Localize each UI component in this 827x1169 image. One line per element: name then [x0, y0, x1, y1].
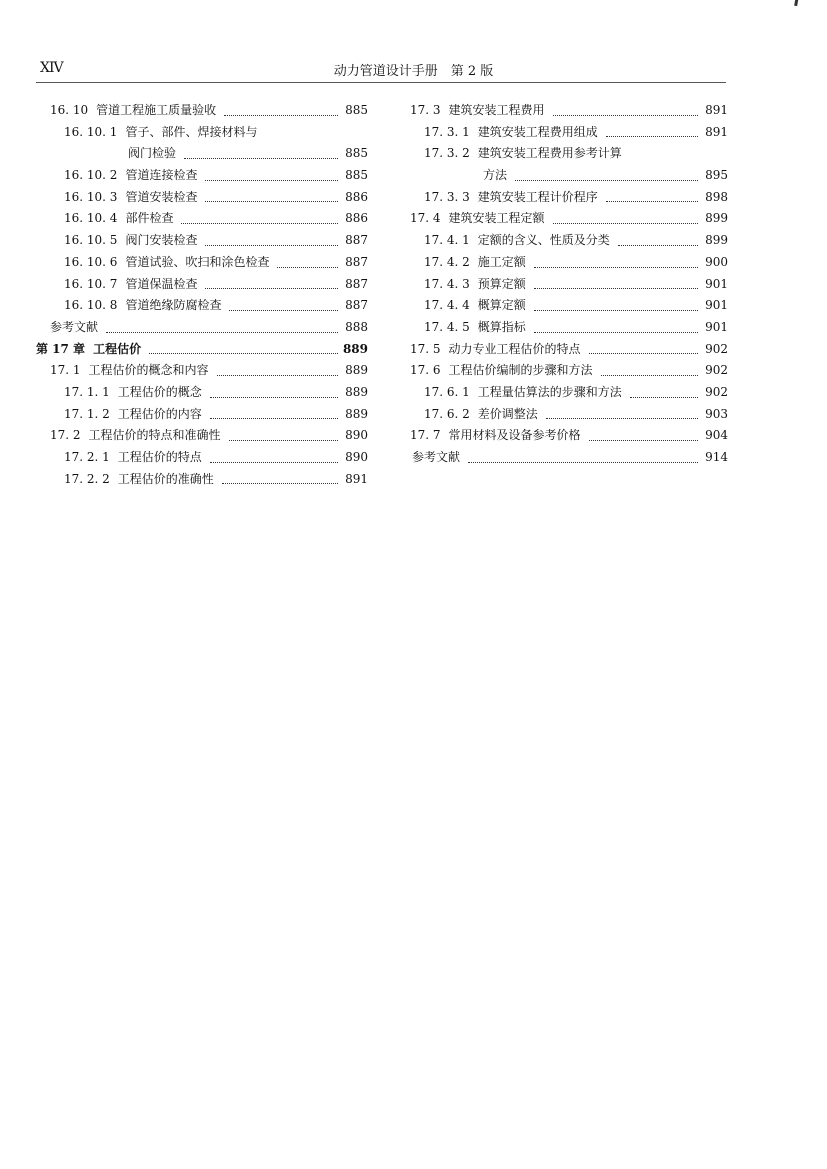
- dot-leader: [229, 440, 338, 441]
- toc-section-title: 建筑安装工程费用参考计算: [477, 146, 622, 161]
- toc-left-column: [36, 100, 368, 490]
- toc-entry[interactable]: [408, 360, 728, 382]
- dot-leader: [468, 462, 698, 463]
- toc-section-title: 定额的含义、性质及分类: [477, 233, 610, 248]
- toc-entry[interactable]: [36, 165, 368, 187]
- toc-section-title: 概算指标: [477, 319, 526, 334]
- toc-section-number: 17. 3. 1: [424, 124, 470, 139]
- dot-leader: [534, 332, 698, 333]
- toc-section-title: 差价调整法: [477, 406, 538, 421]
- dot-leader: [106, 332, 338, 333]
- toc-page-number: 902: [705, 363, 728, 378]
- toc-section-number: 17. 7: [410, 428, 441, 443]
- dot-leader: [601, 375, 698, 376]
- toc-entry[interactable]: [408, 274, 728, 296]
- toc-entry[interactable]: [36, 447, 368, 469]
- dot-leader: [210, 397, 338, 398]
- toc-section-number: 16. 10. 3: [64, 189, 118, 204]
- toc-entry[interactable]: [408, 187, 728, 209]
- toc-page-number: 903: [705, 406, 728, 421]
- toc-section-title: 工程估价的概念和内容: [88, 363, 209, 378]
- toc-section-title: 工程估价的内容: [117, 406, 202, 421]
- toc-section-number: 17. 4. 4: [424, 298, 470, 313]
- toc-section-number: 16. 10: [50, 103, 89, 117]
- dot-leader: [217, 375, 338, 376]
- toc-section-number: 17. 3. 3: [424, 189, 470, 204]
- toc-section-title: 建筑安装工程费用: [448, 103, 545, 117]
- toc-page-number: 891: [705, 103, 728, 117]
- toc-section-number: 17. 2. 2: [64, 471, 110, 486]
- toc-page-number: 886: [345, 211, 368, 226]
- toc-section-number: 17. 4. 2: [424, 254, 470, 269]
- toc-section-number: 16. 10. 1: [64, 124, 118, 139]
- dot-leader: [515, 180, 698, 181]
- toc-section-number: 16. 10. 5: [64, 233, 118, 248]
- toc-section-title: 参考文献: [50, 319, 99, 334]
- toc-entry[interactable]: [36, 274, 368, 296]
- toc-section-title: 预算定额: [477, 276, 526, 291]
- toc-page-number: 891: [345, 471, 368, 486]
- toc-page-number: 887: [345, 254, 368, 269]
- toc-entry[interactable]: [36, 425, 368, 447]
- dot-leader: [553, 115, 698, 116]
- toc-right-column: [408, 100, 728, 469]
- toc-page-number: 889: [345, 406, 368, 421]
- toc-section-title: 部件检查: [125, 211, 174, 226]
- toc-entry[interactable]: [36, 295, 368, 317]
- dot-leader: [184, 158, 338, 159]
- toc-section-title: 工程估价编制的步骤和方法: [448, 363, 593, 378]
- toc-section-title: 工程估价的特点: [117, 450, 202, 464]
- toc-entry[interactable]: [36, 382, 368, 404]
- book-title: 动力管道设计手册 第 2 版: [333, 64, 494, 79]
- dot-leader: [277, 267, 338, 268]
- dot-leader: [210, 418, 338, 419]
- toc-section-title: 阀门安装检查: [125, 233, 198, 248]
- toc-section-number: 17. 1. 2: [64, 406, 110, 421]
- toc-entry[interactable]: [36, 360, 368, 382]
- toc-section-title: 阀门检验: [128, 146, 177, 161]
- toc-entry[interactable]: [408, 295, 728, 317]
- toc-section-number: 17. 3: [410, 103, 441, 117]
- dot-leader: [205, 201, 338, 202]
- toc-section-number: 17. 3. 2: [424, 146, 470, 161]
- toc-entry[interactable]: [408, 143, 728, 165]
- toc-section-number: 17. 1. 1: [64, 384, 110, 399]
- scan-mark: [794, 0, 799, 6]
- toc-page-number: 887: [345, 233, 368, 248]
- toc-section-number: 17. 6. 2: [424, 406, 470, 421]
- toc-page-number: 885: [345, 103, 368, 117]
- toc-page-number: 901: [705, 276, 728, 291]
- dot-leader: [589, 353, 698, 354]
- dot-leader: [205, 180, 338, 181]
- dot-leader: [534, 310, 698, 311]
- toc-page-number: 899: [705, 211, 728, 226]
- dot-leader: [534, 267, 698, 268]
- toc-page-number: 902: [705, 384, 728, 399]
- toc-section-title: 方法: [483, 168, 508, 183]
- toc-section-title: 概算定额: [477, 298, 526, 313]
- dot-leader: [205, 245, 338, 246]
- toc-section-number: 16. 10. 6: [64, 254, 118, 269]
- toc-entry[interactable]: [36, 469, 368, 491]
- toc-section-title: 管道连接检查: [125, 168, 198, 183]
- toc-entry[interactable]: [408, 208, 728, 230]
- toc-section-number: 第 17 章: [36, 341, 86, 356]
- toc-entry[interactable]: [408, 100, 728, 122]
- toc-section-title: 管道试验、吹扫和涂色检查: [125, 254, 270, 269]
- toc-section-title: 建筑安装工程定额: [448, 211, 545, 226]
- toc-page-number: 901: [705, 319, 728, 334]
- toc-entry[interactable]: [36, 230, 368, 252]
- toc-entry[interactable]: [36, 187, 368, 209]
- toc-section-title: 参考文献: [412, 450, 461, 464]
- toc-entry[interactable]: [408, 404, 728, 426]
- dot-leader: [229, 310, 338, 311]
- toc-section-title: 工程估价: [93, 341, 142, 356]
- toc-page-number: 904: [705, 428, 728, 443]
- toc-section-title: 管道绝缘防腐检查: [125, 298, 222, 313]
- toc-entry[interactable]: [408, 339, 728, 361]
- dot-leader: [149, 353, 338, 354]
- dot-leader: [205, 288, 338, 289]
- toc-section-title: 工程量估算法的步骤和方法: [477, 384, 622, 399]
- toc-page-number: 885: [345, 146, 368, 161]
- toc-page-number: 887: [345, 298, 368, 313]
- toc-section-number: 16. 10. 8: [64, 298, 118, 313]
- toc-entry[interactable]: [408, 425, 728, 447]
- toc-page-number: 889: [345, 363, 368, 378]
- toc-page-number: 887: [345, 276, 368, 291]
- toc-page-number: 900: [705, 254, 728, 269]
- toc-section-title: 管道工程施工质量验收: [96, 103, 217, 117]
- toc-page-number: 901: [705, 298, 728, 313]
- dot-leader: [589, 440, 698, 441]
- toc-section-number: 16. 10. 7: [64, 276, 118, 291]
- toc-section-number: 17. 2: [50, 428, 81, 443]
- toc-section-number: 16. 10. 2: [64, 168, 118, 183]
- toc-entry[interactable]: [36, 100, 368, 122]
- toc-section-number: 16. 10. 4: [64, 211, 118, 226]
- toc-page-number: 889: [342, 341, 368, 356]
- toc-page-number: 902: [705, 341, 728, 356]
- dot-leader: [606, 136, 698, 137]
- dot-leader: [222, 483, 338, 484]
- toc-entry[interactable]: [36, 404, 368, 426]
- toc-section-title: 建筑安装工程费用组成: [477, 124, 598, 139]
- toc-section-number: 17. 4. 5: [424, 319, 470, 334]
- toc-entry[interactable]: [36, 339, 368, 361]
- toc-entry[interactable]: [36, 143, 368, 165]
- toc-entry[interactable]: [408, 230, 728, 252]
- dot-leader: [546, 418, 698, 419]
- toc-page-number: 890: [345, 450, 368, 464]
- toc-entry[interactable]: [408, 382, 728, 404]
- dot-leader: [553, 223, 698, 224]
- dot-leader: [210, 462, 338, 463]
- dot-leader: [534, 288, 698, 289]
- toc-page-number: 898: [705, 189, 728, 204]
- toc-page-number: 889: [345, 384, 368, 399]
- toc-entry[interactable]: [36, 317, 368, 339]
- toc-page-number: 888: [345, 319, 368, 334]
- toc-page-number: 890: [345, 428, 368, 443]
- toc-section-number: 17. 4: [410, 211, 441, 226]
- toc-section-title: 常用材料及设备参考价格: [448, 428, 581, 443]
- toc-entry[interactable]: [408, 122, 728, 144]
- toc-section-title: 管子、部件、焊接材料与: [125, 124, 258, 139]
- toc-page-number: 885: [345, 168, 368, 183]
- toc-page-number: 895: [705, 168, 728, 183]
- toc-section-title: 施工定额: [477, 254, 526, 269]
- dot-leader: [606, 201, 698, 202]
- toc-entry[interactable]: [408, 165, 728, 187]
- toc-entry[interactable]: [408, 317, 728, 339]
- toc-section-number: 17. 4. 3: [424, 276, 470, 291]
- toc-entry[interactable]: [36, 122, 368, 144]
- toc-section-title: 建筑安装工程计价程序: [477, 189, 598, 204]
- toc-section-number: 17. 6. 1: [424, 384, 470, 399]
- toc-entry[interactable]: [408, 252, 728, 274]
- toc-section-title: 管道保温检查: [125, 276, 198, 291]
- toc-page-number: 891: [705, 124, 728, 139]
- dot-leader: [224, 115, 338, 116]
- dot-leader: [181, 223, 338, 224]
- toc-entry[interactable]: [408, 447, 728, 469]
- toc-section-number: 17. 1: [50, 363, 81, 378]
- dot-leader: [630, 397, 698, 398]
- header-rule: [36, 82, 726, 83]
- toc-section-number: 17. 6: [410, 363, 441, 378]
- toc-section-title: 工程估价的特点和准确性: [88, 428, 221, 443]
- toc-page-number: 899: [705, 233, 728, 248]
- toc-section-number: 17. 5: [410, 341, 441, 356]
- toc-section-title: 动力专业工程估价的特点: [448, 341, 581, 356]
- toc-entry[interactable]: [36, 252, 368, 274]
- toc-page-number: 886: [345, 189, 368, 204]
- toc-section-number: 17. 2. 1: [64, 450, 110, 464]
- toc-page-number: 914: [705, 450, 728, 464]
- toc-section-title: 管道安装检查: [125, 189, 198, 204]
- dot-leader: [618, 245, 698, 246]
- toc-entry[interactable]: [36, 208, 368, 230]
- toc-section-title: 工程估价的准确性: [117, 471, 214, 486]
- toc-section-number: 17. 4. 1: [424, 233, 470, 248]
- toc-section-title: 工程估价的概念: [117, 384, 202, 399]
- page-number: XIV: [40, 60, 63, 76]
